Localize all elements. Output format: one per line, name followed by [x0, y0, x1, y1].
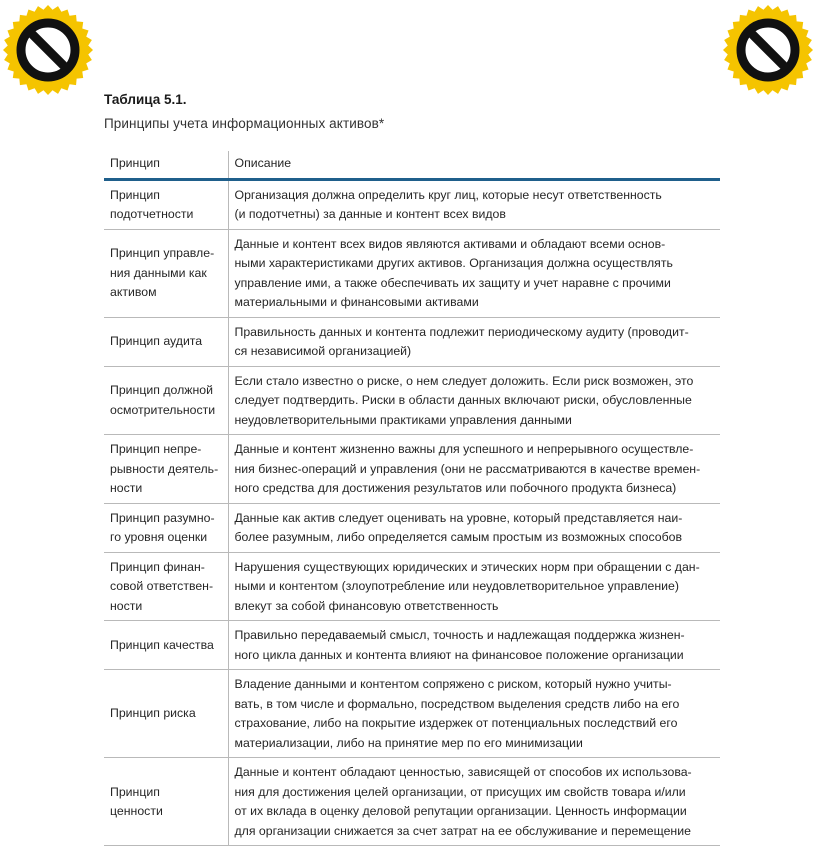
- description-cell: [228, 552, 720, 621]
- principle-text: Принцип управле-: [110, 246, 215, 261]
- description-text: для организации снижается за счет затрат на ее обслуживание и перемещение: [234, 823, 691, 838]
- description-text: более разумным, либо определяется самым простым из возможных способов: [234, 530, 683, 544]
- principle-cell: [104, 317, 228, 366]
- principle-text: Принцип аудита: [110, 334, 203, 349]
- principle-text: Принцип разумно-: [110, 510, 215, 525]
- description-text: Данные и контент обладают ценностью, зависящей от способов их использова-: [234, 765, 692, 779]
- principle-cell: [104, 621, 228, 670]
- column-header-description: Описание: [228, 151, 720, 179]
- description-text: ния бизнес-операций и управления (они не рассматриваются в качестве времен-: [234, 461, 701, 476]
- principle-cell: [104, 670, 228, 758]
- principle-cell: [104, 758, 228, 846]
- description-text: управление ими, а также обеспечивать их защиту и учет наравне с прочими: [234, 275, 671, 290]
- table-row: [104, 552, 720, 621]
- description-text: материализации, либо на принятие мер по его минимизации: [234, 735, 583, 750]
- principle-text: Принцип непре-: [110, 442, 202, 456]
- description-text: Данные и контент жизненно важны для успешного и непрерывного осуществле-: [234, 442, 694, 456]
- table-row: [104, 317, 720, 366]
- table-title: Принципы учета информационных активов*: [104, 116, 385, 131]
- principle-text: ценности: [110, 804, 163, 818]
- description-cell: [228, 229, 720, 317]
- description-text: ными и контентом (злоупотребление или неудовлетворительное управление): [234, 579, 679, 593]
- principle-text: совой ответствен-: [110, 579, 214, 593]
- description-text: страхование, либо на покрытие издержек от потенциальных последствий его: [234, 716, 678, 730]
- table-row: [104, 670, 720, 758]
- description-text: Нарушения существующих юридических и этических норм при обращении с дан-: [234, 559, 700, 574]
- description-text: Если стало известно о риске, о нем следует доложить. Если риск возможен, это: [234, 373, 694, 388]
- description-text: (и подотчетны) за данные и контент всех видов: [234, 207, 506, 221]
- description-text: Организация должна определить круг лиц, которые несут ответственность: [234, 187, 662, 202]
- principle-cell: [104, 179, 228, 229]
- description-text: ного цикла данных и контента влияют на финансовое положение организации: [234, 647, 684, 662]
- description-cell: [228, 366, 720, 435]
- principle-text: активом: [110, 285, 157, 300]
- principle-text: Принцип должной: [110, 383, 213, 398]
- table-row: [104, 229, 720, 317]
- description-text: Правильно передаваемый смысл, точность и надлежащая поддержка жизнен-: [234, 628, 685, 642]
- table-row: [104, 621, 720, 670]
- description-cell: [228, 670, 720, 758]
- description-text: материальными и финансовыми активами: [234, 295, 479, 309]
- principle-text: Принцип: [110, 784, 160, 799]
- table-row: [104, 435, 720, 504]
- table-row: [104, 503, 720, 552]
- description-text: вать, в том числе и формально, посредством выделения средств либо на его: [234, 696, 680, 711]
- principle-text: ности: [110, 598, 143, 613]
- description-text: Правильность данных и контента подлежит периодическому аудиту (проводит-: [234, 324, 689, 339]
- table-row: [104, 366, 720, 435]
- description-text: ния для достижения целей организации, от присущих им свойств товара и/или: [234, 784, 686, 799]
- description-text: Владение данными и контентом сопряжено с риском, который нужно учиты-: [234, 677, 672, 691]
- principle-text: ности: [110, 481, 143, 495]
- table-row: [104, 179, 720, 229]
- table-row: [104, 758, 720, 846]
- principle-text: рывности деятель-: [110, 461, 219, 476]
- description-cell: [228, 758, 720, 846]
- principle-cell: [104, 503, 228, 552]
- description-text: ного средства для достижения результатов или побочного продукта бизнеса): [234, 481, 677, 495]
- description-text: неудовлетворительными практиками управления данными: [234, 412, 572, 427]
- prohibited-sign-icon: [722, 4, 814, 96]
- description-cell: [228, 621, 720, 670]
- principle-text: Принцип: [110, 187, 160, 202]
- principle-text: ния данными как: [110, 265, 207, 280]
- description-cell: [228, 435, 720, 504]
- principle-text: Принцип качества: [110, 637, 214, 652]
- table-number: Таблица 5.1.: [104, 92, 187, 107]
- description-cell: [228, 179, 720, 229]
- principle-cell: [104, 435, 228, 504]
- column-header-principle: Принцип: [104, 151, 228, 179]
- principles-table: [104, 151, 720, 846]
- table-header-row: [104, 151, 720, 179]
- principle-text: подотчетности: [110, 207, 194, 221]
- prohibited-sign-icon: [2, 4, 94, 96]
- principle-cell: [104, 229, 228, 317]
- description-text: ными характеристиками других активов. Организация должна осуществлять: [234, 256, 673, 270]
- description-text: следует подтвердить. Риски в области данных включают риски, обусловленные: [234, 393, 692, 407]
- description-text: Данные и контент всех видов являются активами и обладают всеми основ-: [234, 236, 666, 251]
- principle-text: Принцип риска: [110, 706, 196, 721]
- principle-text: Принцип финан-: [110, 559, 205, 574]
- principle-text: го уровня оценки: [110, 530, 208, 544]
- description-text: ся независимой организацией): [234, 344, 412, 358]
- principle-cell: [104, 552, 228, 621]
- description-cell: [228, 317, 720, 366]
- description-text: Данные как актив следует оценивать на уровне, который представляется наи-: [234, 510, 683, 525]
- description-text: от их вклада в оценку деловой репутации организации. Ценность информации: [234, 804, 687, 818]
- description-cell: [228, 503, 720, 552]
- principle-cell: [104, 366, 228, 435]
- description-text: влекут за собой финансовую ответственность: [234, 598, 499, 613]
- principle-text: осмотрительности: [110, 402, 216, 417]
